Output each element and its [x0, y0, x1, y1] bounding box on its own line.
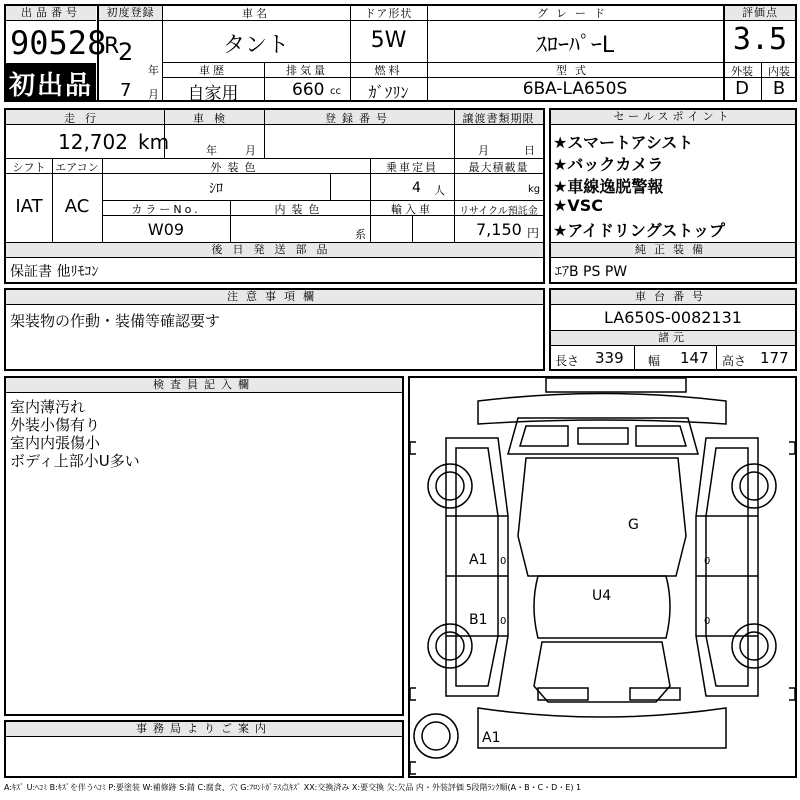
- color-no-label: カラーNo.: [131, 203, 201, 216]
- later-parts: 保証書 他ﾘﾓｺﾝ: [10, 264, 99, 280]
- mileage: 12,702: [58, 130, 128, 154]
- ac: AC: [64, 196, 90, 217]
- inspector-line: 室内内張傷小: [10, 434, 101, 452]
- dims-label: 諸元: [551, 331, 795, 346]
- insp-year-unit: 年: [206, 144, 217, 157]
- caution-text: 架装物の作動・装備等確認要す: [10, 312, 221, 330]
- model-label: 型式: [556, 64, 594, 77]
- interior-color-unit: 系: [355, 228, 366, 241]
- car-name: タント: [222, 33, 289, 58]
- equip: ｴｱB PS PW: [555, 264, 628, 280]
- reg-label: 初度登録: [99, 6, 162, 21]
- inspection-label: 車検: [193, 112, 235, 125]
- exterior-grade: D: [735, 78, 749, 99]
- door-type: 5W: [370, 28, 407, 53]
- transfer-label: 譲渡書類期限: [462, 112, 535, 125]
- inspector-line: ボディ上部小U多い: [10, 452, 140, 470]
- lot-label: 出品番号: [6, 6, 96, 21]
- inspector-label: 検査員記入欄: [6, 378, 402, 393]
- recycle-unit: 円: [527, 226, 540, 240]
- interior-color-label: 内装色: [274, 203, 326, 216]
- recycle-label: リサイクル預託金: [459, 206, 538, 217]
- caution-label: 注意事項欄: [6, 290, 543, 305]
- mark-front-bumper: A1: [482, 730, 501, 746]
- svg-text:0: 0: [704, 556, 711, 567]
- lot-number: 90528: [10, 24, 107, 62]
- name-label: 車名: [242, 7, 270, 20]
- later-parts-label: 後日発送部品: [6, 243, 543, 258]
- score: 3.5: [732, 22, 788, 57]
- month-unit: 月: [148, 88, 159, 101]
- transfer-month: 月: [478, 144, 489, 157]
- reg-era: R: [104, 34, 120, 59]
- capacity-label: 乗車定員: [386, 161, 438, 174]
- max-load-unit: kg: [528, 184, 541, 195]
- inspector-line: 外装小傷有り: [10, 416, 101, 434]
- capacity: 4: [412, 180, 421, 196]
- displacement-unit: cc: [330, 86, 341, 97]
- sales-point: ★スマートアシスト: [553, 133, 694, 152]
- color: ｼﾛ: [209, 181, 223, 197]
- interior-grade: B: [772, 78, 786, 99]
- displacement: 660: [292, 80, 325, 100]
- history-label: 車歴: [199, 64, 227, 77]
- chassis-label: 車台番号: [551, 290, 795, 305]
- inspector-line: 室内薄汚れ: [10, 398, 86, 416]
- mark-front-door-left: A1: [469, 552, 488, 568]
- ac-label: エアコン: [55, 161, 99, 174]
- sales-point: ★車線逸脱警報: [553, 177, 664, 196]
- office-label: 事務局よりご案内: [6, 722, 402, 737]
- equip-label: 純正装備: [551, 243, 795, 258]
- sales-label: セールスポイント: [551, 110, 795, 125]
- width: 147: [680, 349, 709, 367]
- insp-month-unit: 月: [245, 144, 256, 157]
- length-label: 長さ: [555, 354, 580, 368]
- shift: IAT: [15, 196, 43, 217]
- color-no: W09: [147, 220, 185, 239]
- plate-label: 登録番号: [325, 112, 393, 125]
- displacement-label: 排気量: [286, 64, 328, 77]
- grade: ｽﾛｰﾊﾟｰL: [535, 33, 615, 58]
- color-label: 外装色: [210, 161, 262, 174]
- svg-text:0: 0: [500, 556, 507, 567]
- chassis: LA650S-0082131: [604, 308, 742, 327]
- mileage-unit: km: [138, 130, 170, 154]
- year-unit: 年: [148, 64, 159, 77]
- sales-point: ★VSC: [553, 196, 603, 215]
- sales-point: ★バックカメラ: [553, 155, 664, 174]
- interior-label: 内装: [768, 65, 790, 78]
- first-listing-text: 初出品: [8, 71, 93, 101]
- fuel: ｶﾞｿﾘﾝ: [368, 83, 409, 102]
- svg-text:0: 0: [500, 616, 507, 627]
- door-label: ドア形状: [364, 7, 413, 20]
- height: 177: [760, 349, 789, 367]
- svg-text:0: 0: [704, 616, 711, 627]
- mark-hood: U4: [592, 588, 612, 604]
- length: 339: [595, 349, 624, 367]
- width-label: 幅: [648, 354, 661, 368]
- fuel-label: 燃料: [374, 64, 403, 77]
- transfer-day: 日: [524, 144, 535, 157]
- reg-year: 2: [118, 38, 134, 66]
- capacity-unit: 人: [434, 184, 445, 197]
- grade-label: グレード: [537, 7, 613, 20]
- max-load-label: 最大積載量: [468, 161, 529, 174]
- reg-month: 7: [120, 80, 132, 101]
- legend: A:ｷｽﾞ U:ﾍｺﾐ B:ｷｽﾞを伴うﾍｺﾐ P:要塗装 W:補修跡 S:錆 C:腐食、穴 G:ﾌﾛﾝﾄｶﾞﾗｽ点ｷｽﾞ XX:交換済み X:要交換 欠:欠品 内・外装評価 5段階ﾗﾝｸ順(A・B・C・D・E) 1: [4, 783, 582, 792]
- sales-point: ★アイドリングストップ: [553, 221, 725, 240]
- model: 6BA-LA650S: [522, 79, 628, 99]
- recycle: 7,150: [476, 220, 522, 239]
- import-label: 輸入車: [391, 203, 433, 216]
- mileage-label: 走行: [64, 112, 106, 125]
- shift-label: シフト: [12, 161, 46, 174]
- height-label: 高さ: [722, 354, 747, 368]
- mark-roof: G: [628, 517, 639, 533]
- exterior-label: 外装: [731, 65, 753, 78]
- history: 自家用: [187, 84, 239, 104]
- score-label: 評価点: [725, 6, 795, 21]
- mark-rear-door-left: B1: [469, 612, 488, 628]
- car-diagram: [408, 376, 797, 778]
